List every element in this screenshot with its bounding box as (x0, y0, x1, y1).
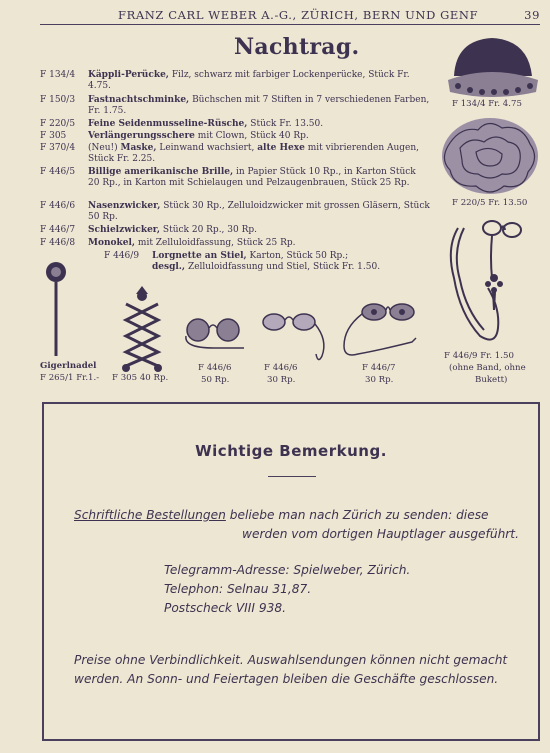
entry-f305: F 305 Verlängerungsschere mit Clown, Stück 40 Rp. (40, 131, 309, 141)
gigerlnadel-illustration (40, 260, 74, 360)
notice-heading-rule (268, 476, 316, 477)
verlaengerungsschere-illustration (118, 290, 166, 372)
caption-f446-9-note2: Bukett) (475, 375, 508, 385)
caption-f446-7-code: F 446/7 (362, 363, 396, 373)
caption-f446-9-price: F 446/9 Fr. 1.50 (444, 351, 514, 361)
page-title: Nachtrag. (234, 34, 360, 60)
schielzwicker-illustration (340, 298, 420, 360)
caption-f265-1: F 265/1 Fr.1.- (40, 373, 100, 383)
ruffle-illustration (440, 116, 540, 196)
caption-f305: F 305 40 Rp. (112, 373, 169, 383)
entry-f150-3: F 150/3 Fastnachtschminke, Büchschen mit 7 Stiften in 7 verschiedenen Farben, Fr. 1.75. (40, 95, 430, 116)
postcheck-number: Postscheck VIII 938. (164, 601, 286, 615)
caption-f134-4: F 134/4 Fr. 4.75 (452, 99, 522, 109)
entry-f446-9: F 446/9 Lorgnette an Stiel, Karton, Stück 50 Rp.; desgl., Zelluloidfassung und Stiel, Stück Fr. 1.50. (104, 251, 381, 272)
nasenzwicker-large-illustration (182, 314, 246, 354)
entry-f446-7: F 446/7 Schielzwicker, Stück 20 Rp., 30 Rp. (40, 225, 257, 235)
caption-gigerlnadel: Gigerlnadel (40, 361, 97, 371)
header-text: FRANZ CARL WEBER A.-G., ZÜRICH, BERN UND GENF (118, 8, 479, 22)
caption-f446-6-code: F 446/6 (264, 363, 298, 373)
caption-f446-9-note1: (ohne Band, ohne (449, 363, 526, 373)
caption-f446-6-large-code: F 446/6 (198, 363, 232, 373)
caption-f446-6-large-price: 50 Rp. (201, 375, 230, 385)
wig-cap-illustration (444, 34, 540, 98)
telephone-number: Telephon: Selnau 31,87. (164, 582, 312, 596)
entry-f134-4: F 134/4 Käppli-Perücke, Filz, schwarz mit farbiger Lockenperücke, Stück Fr. 4.75. (40, 70, 410, 91)
order-instruction-line2: werden vom dortigen Hauptlager ausgeführt. (242, 527, 519, 541)
entry-f370-4: F 370/4 (Neu!) Maske, Leinwand wachsiert, alte Hexe mit vibrierenden Augen, Stück Fr. 2.25. (40, 143, 420, 164)
notice-heading: Wichtige Bemerkung. (195, 442, 387, 460)
footnote-line1: Preise ohne Verbindlichkeit. Auswahlsendungen können nicht gemacht (74, 653, 508, 667)
entry-f446-5: F 446/5 Billige amerikanische Brille, in Papier Stück 10 Rp., in Karton Stück 20 Rp., in Karton mit Schielaugen und Pelzaugenbrauen, Stück 25 Rp. (40, 167, 416, 188)
entry-f220-5: F 220/5 Feine Seidenmusseline-Rüsche, Stück Fr. 13.50. (40, 119, 324, 129)
telegram-address: Telegramm-Adresse: Spielweber, Zürich. (164, 563, 411, 577)
entry-f446-6: F 446/6 Nasenzwicker, Stück 30 Rp., Zelluloidzwicker mit grossen Gläsern, Stück 50 Rp. (40, 201, 430, 222)
caption-f220-5: F 220/5 Fr. 13.50 (452, 198, 528, 208)
footnote-line2: werden. An Sonn- und Feiertagen bleiben die Geschäfte geschlossen. (74, 672, 499, 686)
notice-box (42, 402, 540, 741)
caption-f446-6-price: 30 Rp. (267, 375, 296, 385)
page-number: 39 (524, 8, 540, 22)
order-instruction-line1: Schriftliche Bestellungen beliebe man nach Zürich zu senden: diese (74, 508, 489, 522)
header-rule (40, 24, 540, 25)
entry-f446-8: F 446/8 Monokel, mit Zelluloidfassung, Stück 25 Rp. (40, 238, 296, 248)
caption-f446-7-price: 30 Rp. (365, 375, 394, 385)
nasenzwicker-illustration (260, 310, 330, 364)
lorgnette-illustration (440, 218, 540, 348)
